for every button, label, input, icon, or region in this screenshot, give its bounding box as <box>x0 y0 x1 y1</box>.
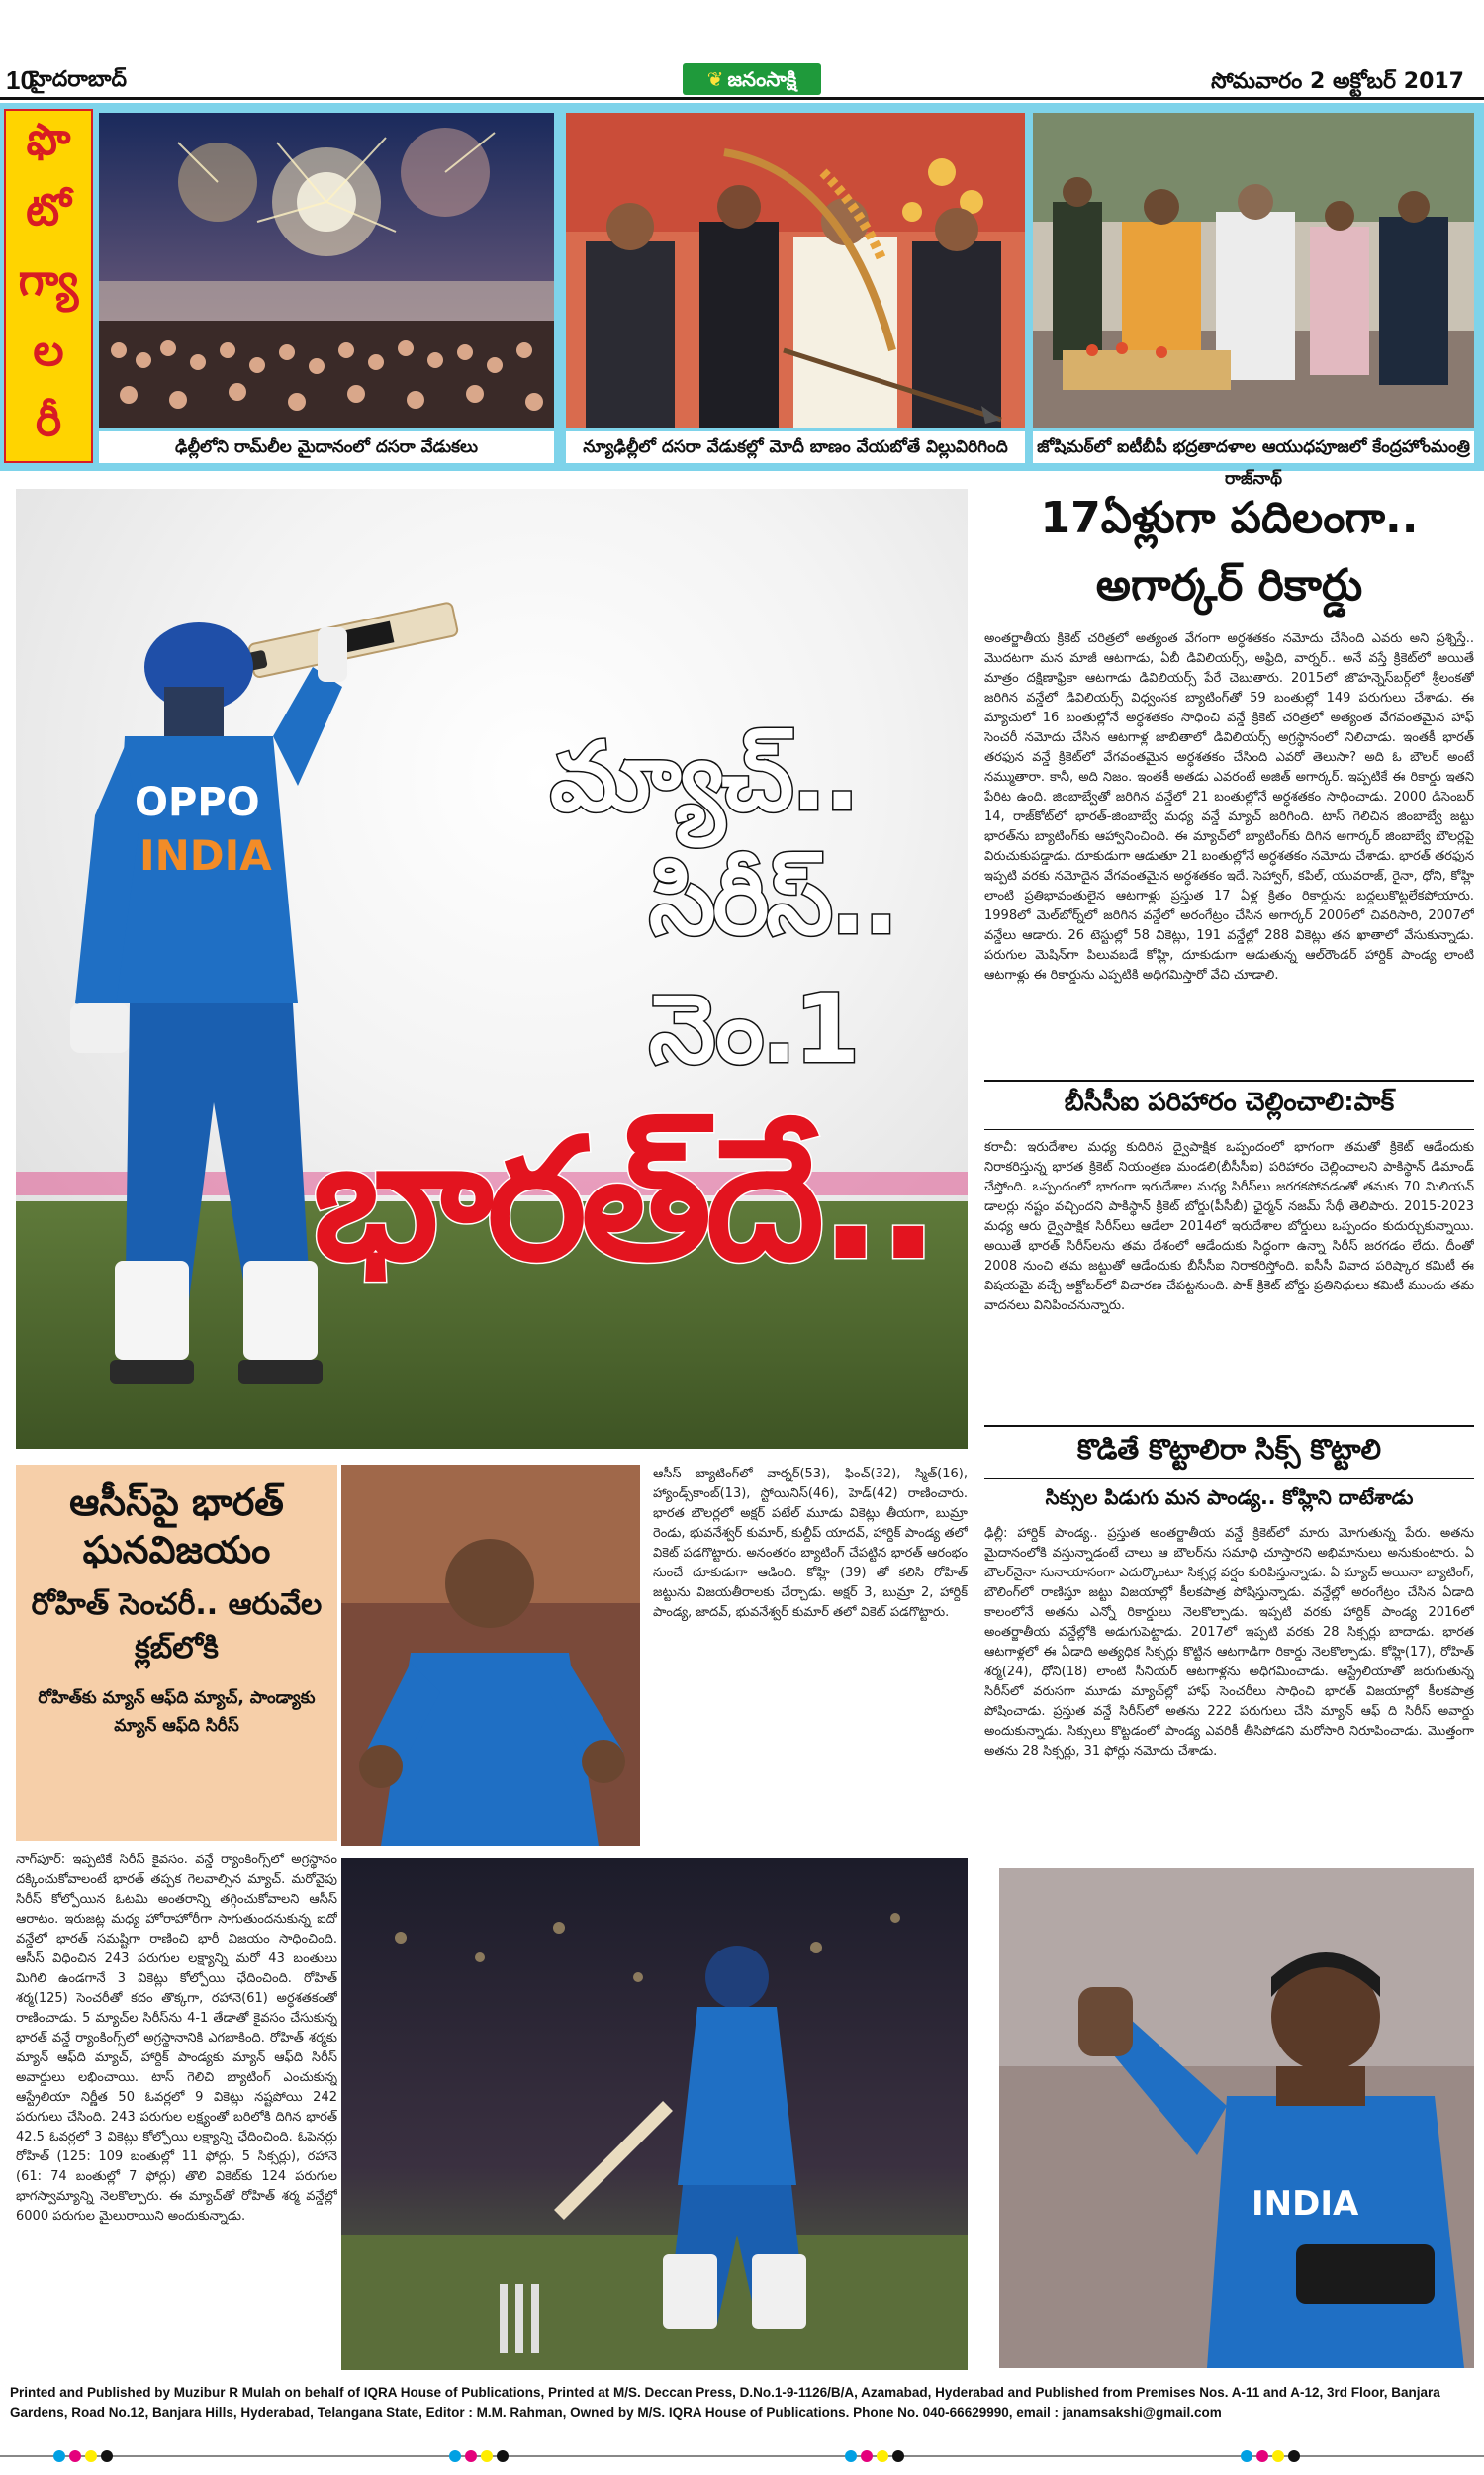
gallery-title-letter: ల <box>33 325 64 376</box>
pandya-article-body: ఢిల్లీ: హార్దిక్ పాండ్య.. ప్రస్తుత అంతర్జాతీయ వన్డే క్రికెట్‌లో మారు మోగుతున్న పేరు. అతను మైదానంలోకి వస్తున్నాడంటే చాలు ఆ బౌలర్‌ను సమాధి చూస్తారని అభిమానులు అనుకుంటారు. ఏ బౌలర్‌నైనా సునాయాసంగా ఎదుర్కొంటూ సిక్సర్ల వర్షం కురిపిస్తున్నాడు. ఏ మ్యాచ్ అయినా బ్యాటింగ్, బౌలింగ్‌లో రాణిస్తూ జట్టు విజయాల్లో కీలకపాత్ర పోషిస్తున్నాడు. వన్డేల్లో అరంగేట్రం చేసిన ఏడాది కాలంలోనే అతను ఎన్నో రికార్డులు నెలకొల్పాడు. ఇప్పటి వరకు హార్దిక్ పాండ్య 2016లో అంతర్జాతీయ వన్డేల్లోకి అడుగుపెట్టాడు. 2017లో ఇప్పటి వరకు 28 సిక్సర్లు బాదాడు. భారత ఆటగాళ్లలో ఈ ఏడాది అత్యధిక సిక్సర్లు కొట్టిన ఆటగాడిగా రికార్డు నెలకొల్పాడు. కోహ్లి(17), రోహిత్ శర్మ(24), ధోని(18) లాంటి సీనియర్ ఆటగాళ్లను అధిగమించాడు. ఆస్ట్రేలియాతో జరుగుతున్న సిరీస్‌లో వరుసగా మూడు మ్యాచ్‌ల్లో హాఫ్ సెంచరీలు సాధించి భారత్ విజయాల్లో కీలకపాత్ర పోషించాడు. ప్రస్తుత వన్డే సిరీస్‌లో అతను 222 పరుగులు చేసి మ్యాన్ ఆఫ్ ది సిరీస్ అవార్డు అందుకున్నాడు. సిక్సులు కొట్టడంలో పాండ్య ఎవరికీ తీసిపోడని మరోసారి నిరూపించాడు. మొత్తంగా అతను 28 సిక్సర్లు, 31 ఫోర్లు నమోదు చేశాడు. <box>984 1526 1474 1759</box>
rahane-photo <box>341 1858 968 2370</box>
jersey-country-text: INDIA <box>139 831 272 880</box>
main-headline-match: మ్యాచ్.. <box>550 721 858 832</box>
gallery-caption-1: ఢిల్లీలోని రామ్‌లీల మైదానంలో దసరా వేడుకలు <box>99 431 554 463</box>
pandya-image <box>999 1868 1474 2368</box>
imprint-line: Printed and Published by Muzibur R Mulah on behalf of IQRA House of Publications, Printed at M/S. Deccan Press, D.No.1-9-1126/B/A, Azamabad, Hyderabad and Published from Premises Nos. A-11 and A-12, 3rd Floor, Banjara Gardens, Road No.12, Banjara Hills, Hyderabad, Telangana State, Editor : M.M. Rahman, Owned by M/S. IQRA House of Publications. Phone No. 040-66629990, email : janamsakshi@gmail.com <box>10 2385 1440 2420</box>
gallery-title-letter: టో <box>26 185 71 237</box>
city-name: హైదరాబాద్ <box>30 67 127 92</box>
right-column <box>984 489 1474 1880</box>
dateline: సోమవారం 2 అక్టోబర్ 2017 <box>1211 69 1464 94</box>
gallery-title <box>4 109 93 463</box>
match-article-col2: ఆసీస్ బ్యాటింగ్‌లో వార్నర్(53), ఫించ్(32), స్మిత్(16), హ్యాండ్స్‌కాంబ్(13), స్టోయినిస్(46), హెడ్(42) రాణించారు. భారత బౌలర్లలో అక్షర్ పటేల్ మూడు వికెట్లు తీయగా, బుమ్రా రెండు, భువనేశ్వర్ కుమార్, కుల్దీప్ యాదవ్, హార్దిక్ పాండ్య తలో వికెట్ పడగొట్టారు. అనంతరం బ్యాటింగ్ చేపట్టిన భారత్ ఆరంభం నుంచే దూకుడుగా ఆడింది. కోహ్లి (39) తో కలిసి రోహిత్ జట్టును విజయతీరాలకు చేర్చాడు. అక్షర్ 3, బుమ్రా 2, హార్దిక్ పాండ్య, జాదవ్, భువనేశ్వర్ కుమార్ తలో వికెట్ పడగొట్టారు. <box>653 1467 968 1620</box>
page-header <box>0 0 1484 99</box>
masthead-text: జనంసాక్షి <box>727 67 797 91</box>
gallery-photo-pooja <box>1033 113 1474 428</box>
match-box-line3: రోహిత్‌కు మ్యాన్ ఆఫ్‌ది మ్యాచ్, పాండ్యాకు మ్యాన్ ఆఫ్‌ది సిరీస్ <box>38 1688 316 1736</box>
header-rule <box>0 97 1484 100</box>
axar-photo <box>341 1465 640 1846</box>
fireworks-image <box>99 113 554 428</box>
leaf-icon: ❦ <box>706 67 724 91</box>
axar-image <box>341 1465 640 1846</box>
pooja-image <box>1033 113 1474 428</box>
pak-article-body: కరాచీ: ఇరుదేశాల మధ్య కుదిరిన ద్వైపాక్షిక ఒప్పందంలో భాగంగా తమతో క్రికెట్ ఆడేందుకు నిరాకరిస్తున్న భారత క్రికెట్ నియంత్రణ మండలి(బీసీసీఐ) పరిహారం చెల్లించాలని పాకిస్థాన్ డిమాండ్ చేస్తోంది. ఒప్పందంలో భాగంగా ఇరుదేశాల మధ్య సిరీస్‌లు జరగకపోవడంతో తమకు 70 మిలియన్ డాలర్లు నష్టం వచ్చిందని పాకిస్థాన్ క్రికెట్ బోర్డు(పీసీబీ) ఛైర్మన్ నజమ్ సేథీ తెలిపారు. 2015-2023 మధ్య ఆరు ద్వైపాక్షిక సిరీస్‌లు ఆడేలా 2014లో ఇరుదేశాల బోర్డులు ఒప్పందం కుదుర్చుకున్నాయి. అయితే భారత్ సిరీస్‌లను తమ దేశంలో ఆడేందుకు సిద్ధంగా ఉన్నా సిరీస్ జరగడం లేదు. దీంతో 2008 నుంచి తమ జట్టుతో ఆడేందుకు బీసీసీఐ నిరాకరిస్తోంది. ఐసీసీ వివాద పరిష్కార కమిటీ ఈ విషయమై వచ్చే అక్టోబర్‌లో విచారణ చేపట్టనుంది. పాక్ క్రికెట్ బోర్డు ప్రతినిధులు కమిటీ ముందు తమ వాదనలు వినిపించనున్నారు. <box>984 1140 1474 1313</box>
main-photo-rohit <box>16 489 968 1449</box>
match-box-line1: ఆసీస్‌పై భారత్ ఘనవిజయం <box>69 1480 284 1571</box>
agarkar-headline-line1: 17ఏళ్లుగా పదిలంగా.. <box>1040 493 1419 543</box>
dasara-image <box>566 113 1025 428</box>
pandya-jersey-text: INDIA <box>1252 2184 1359 2224</box>
page-number: 10 <box>6 65 35 95</box>
gallery-caption-2: న్యూఢిల్లీలో దసరా వేడుకల్లో మోదీ బాణం వేయబోతే విల్లువిరిగింది <box>566 431 1025 463</box>
registration-marks <box>0 2444 1484 2468</box>
match-summary-box <box>16 1465 337 1841</box>
pak-headline: బీసీసీఐ పరిహారం చెల్లించాలి:పాక్ <box>984 1080 1474 1130</box>
pandya-headline: కొడితే కొట్టాలిరా సిక్స్ కొట్టాలి <box>984 1425 1474 1479</box>
main-headline-no1: నెం.1 <box>649 974 858 1085</box>
pandya-photo <box>999 1868 1474 2368</box>
main-headline-india: భారత్‌దే.. <box>313 1102 935 1298</box>
gallery-photo-dasara <box>566 113 1025 428</box>
agarkar-article-body: అంతర్జాతీయ క్రికెట్ చరిత్రలో అత్యంత వేగంగా అర్ధశతకం నమోదు చేసింది ఎవరు అని ప్రశ్నిస్తే.. మొదటగా మన మాజీ ఆటగాడు, ఏబీ డివిలియర్స్, అఫ్రిది, వార్నర్.. అనే వస్తే క్రికెట్‌లో అయితే మాత్రం దక్షిణాఫ్రికా ఆటగాడు డివిలియర్స్ పేరే చెబుతారు. 2015లో జొహన్నెస్‌బర్గ్‌లో శ్రీలంకతో జరిగిన వన్డేలో డివిలియర్స్ విధ్వంసక బ్యాటింగ్‌తో 59 బంతుల్లో 149 పరుగులు చేశాడు. ఈ మ్యాచులో 16 బంతుల్లోనే అర్ధశతకం సాధించి వన్డే క్రికెట్ చరిత్రలో అత్యంత వేగవంతమైన హాఫ్ సెంచరీ నమోదు చేసిన ఆటగాళ్ల జాబితాలో డివిలియర్స్ అగ్రస్థానంలో నిలిచాడు. ఇంతకీ భారత్ తరఫున వన్డే క్రికెట్‌లో వేగవంతమైన అర్ధశతకం చేసింది ఎవరో తెలుసా? అది ఓ బౌలర్ అంటే నమ్ముతారా. కానీ, అది నిజం. ఇంతకీ అతడు ఎవరంటే అజిత్ అగార్కర్. ఇప్పటికే ఈ రికార్డు ఇతని పేరిట ఉంది. జింబాబ్వేతో జరిగిన వన్డేలో 21 బంతుల్లోనే అర్ధశతకం సాధించాడు. 2000 డిసెంబర్ 14, రాజ్‌కోట్‌లో భారత్-జింబాబ్వే మధ్య వన్డే మ్యాచ్ జరిగింది. టాస్ గెలిచిన జింబాబ్వే జట్టు భారత్‌ను బ్యాటింగ్‌కు ఆహ్వానించింది. ఈ మ్యాచ్‌లో బ్యాటింగ్‌కు దిగిన అగార్కర్ జింబాబ్వే బౌలర్లపై విరుచుకుపడ్డాడు. దూకుడుగా ఆడుతూ 21 బంతుల్లోనే అర్ధశతకం నమోదు చేశాడు. భారత్ తరఫున ఇప్పటి వరకు నమోదైన వేగవంతమైన అర్ధశతకం ఇదే. సెహ్వాగ్, కపిల్, యువరాజ్, రైనా, ధోని, కోహ్లి లాంటి ప్రతిభావంతులైన ఆటగాళ్లు ప్రస్తుత 17 ఏళ్ల క్రితం రికార్డును బద్దలుకొట్టలేకపోయారు. 1998లో మెల్‌బోర్న్‌లో జరిగిన వన్డేలో అరంగేట్రం చేసిన అగార్కర్ 2006లో చివరిసారి, 2007లో వన్డేలు ఆడారు. 26 టెస్టుల్లో 58 వికెట్లు, 191 వన్డేల్లో 288 వికెట్లు తన ఖాతాలో వేసుకున్నాడు. పరుగుల మెషిన్‌గా పిలువబడే కోహ్లి, దూకుడుగా ఆడుతున్న ఆల్‌రౌండర్ హార్దిక్ పాండ్య లాంటి ఆటగాళ్లు ఈ రికార్డును ఎప్పటికి అధిగమిస్తారో వేచి చూడాలి. <box>984 631 1474 983</box>
match-box-line2: రోహిత్ సెంచరీ.. ఆరువేల క్లబ్‌లోకి <box>31 1587 323 1666</box>
agarkar-headline-line2: అగార్కర్ రికార్డు <box>1095 560 1363 611</box>
gallery-title-letter: గ్యా <box>18 254 79 306</box>
photo-gallery <box>0 103 1484 489</box>
jersey-brand-text: OPPO <box>135 780 260 825</box>
masthead-logo <box>683 63 821 95</box>
gallery-title-letter: ఫొ <box>26 115 71 166</box>
main-headline-series: సిరీస్.. <box>649 845 896 956</box>
rahane-image <box>341 1858 968 2370</box>
match-article-col1: నాగ్‌పూర్: ఇప్పటికే సిరీస్ కైవసం. వన్డే ర్యాంకింగ్స్‌లో అగ్రస్థానం దక్కించుకోవాలంటే భారత్ తప్పక గెలవాల్సిన మ్యాచ్. మరోవైపు సిరీస్ కోల్పోయిన ఓటమి అంతరాన్ని తగ్గించుకోవాలని ఆసీస్ ఆరాటం. ఇరుజట్ల మధ్య హోరాహోరీగా సాగుతుందనుకున్న ఐదో వన్డేలో భారత్ సమష్టిగా రాణించి భారీ విజయం సాధించింది. ఆసీస్ విధించిన 243 పరుగుల లక్ష్యాన్ని మరో 43 బంతులు మిగిలి ఉండగానే 3 వికెట్లు కోల్పోయి ఛేదించింది. రోహిత్ శర్మ(125) సెంచరీతో కదం తొక్కగా, రహానె(61) అర్ధశతకంతో రాణించాడు. 5 మ్యాచ్‌ల సిరీస్‌ను 4-1 తేడాతో కైవసం చేసుకున్న భారత్ వన్డే ర్యాంకింగ్స్‌లో అగ్రస్థానానికి ఎగబాకింది. రోహిత్ శర్మకు మ్యాన్ ఆఫ్‌ది మ్యాచ్, హార్దిక్ పాండ్యకు మ్యాన్ ఆఫ్‌ది సిరీస్ అవార్డులు లభించాయి. టాస్ గెలిచి బ్యాటింగ్ ఎంచుకున్న ఆస్ట్రేలియా నిర్ణీత 50 ఓవర్లలో 9 వికెట్లు నష్టపోయి 242 పరుగులు చేసింది. 243 పరుగుల లక్ష్యంతో బరిలోకి దిగిన భారత్ 42.5 ఓవర్లలో 3 వికెట్లు కోల్పోయి లక్ష్యాన్ని ఛేదించింది. ఓపెనర్లు రోహిత్ (125: 109 బంతుల్లో 11 ఫోర్లు, 5 సిక్సర్లు), రహానె (61: 74 బంతుల్లో 7 ఫోర్లు) తొలి వికెట్‌కు 124 పరుగుల భాగస్వామ్యాన్ని నెలకొల్పారు. ఈ మ్యాచ్‌తో రోహిత్ శర్మ వన్డేల్లో 6000 పరుగుల మైలురాయిని అందుకున్నాడు. <box>16 1853 337 2224</box>
gallery-title-letter: రీ <box>35 395 62 446</box>
gallery-caption-3: జోషిమఠ్‌లో ఐటీబీపీ భద్రతాదళాల ఆయుధపూజలో కేంద్రహోంమంత్రి రాజ్‌నాథ్ <box>1033 431 1474 463</box>
pandya-kicker: సిక్సుల పిడుగు మన పాండ్య.. కోహ్లిని దాటేశాడు <box>1045 1485 1414 1509</box>
gallery-photo-fireworks <box>99 113 554 428</box>
